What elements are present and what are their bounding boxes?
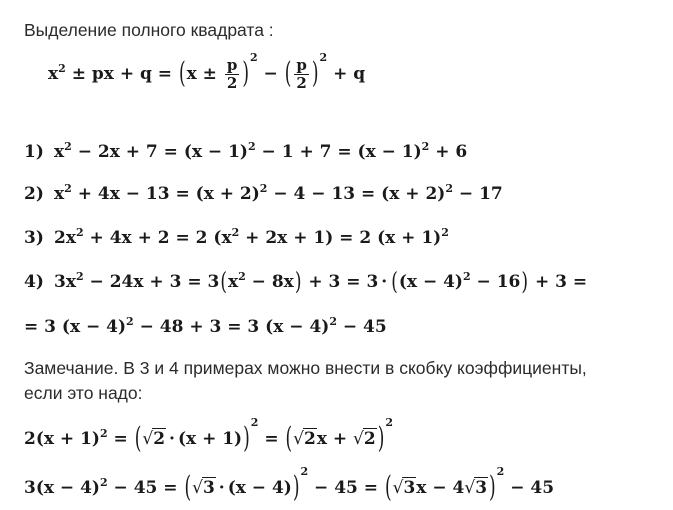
sqrt-symbol: √2 bbox=[142, 429, 166, 449]
equation-sqrt-2: $2(x + 1)^2 = (√2 \cdot (x + 1))^2 = (√2x + √2$ )$^2$ bbox=[24, 416, 394, 456]
sqrt-symbol: √3 bbox=[464, 478, 488, 498]
note-line-1: Замечание. В 3 и 4 примерах можно внести в скобку коэффициенты, bbox=[24, 358, 587, 378]
fraction-p-over-2: $\frac{p}{2}$ bbox=[296, 56, 307, 92]
sqrt-symbol: √3 bbox=[392, 478, 416, 498]
example-4: 4) $3x^2 - 24x + 3 = 3(x^2 - 8x) + 3 = 3 \cdot ((x - 4)^2 - 16) + 3$ = bbox=[24, 267, 588, 297]
sqrt-symbol: √2 bbox=[353, 429, 376, 449]
sqrt-symbol: √3 bbox=[192, 478, 215, 498]
example-1: 1) $x^2 - 2x + 7 = (x - 1)^2 - 1 + 7 = (x - 1)^2 + 6$ bbox=[24, 140, 468, 162]
example-4-continued: = 3 $(x - 4)^2 - 48 + 3 = 3$ $(x - 4)^2 - 45$ bbox=[24, 315, 387, 337]
sqrt-symbol: √2 bbox=[293, 429, 316, 449]
equation-sqrt-3: $3(x - 4)^2 - 45 = (√3 \cdot (x - 4))^2 - 45 = (√3x - 4√3$ )$^2$ − 45 bbox=[24, 465, 555, 505]
formula-complete-square: $x^2$ ± px + q = (x ± $\frac{p}{2}$ )$^2$ − ( $\frac{p}{2}$ )$^2$ + q bbox=[48, 51, 366, 92]
note-line-2: если это надо: bbox=[24, 383, 143, 403]
example-2: 2) $x^2 + 4x - 13 = (x + 2)^2 - 4 - 13 = (x + 2)^2 - 17$ bbox=[24, 182, 503, 204]
example-3: 3) $2x^2 + 4x + 2 = 2$ $(x^2 + 2x + 1) = 2$ $(x + 1)^2$ bbox=[24, 226, 449, 248]
heading: Выделение полного квадрата : bbox=[24, 20, 274, 40]
fraction-p-over-2: $\frac{p}{2}$ bbox=[226, 56, 238, 92]
